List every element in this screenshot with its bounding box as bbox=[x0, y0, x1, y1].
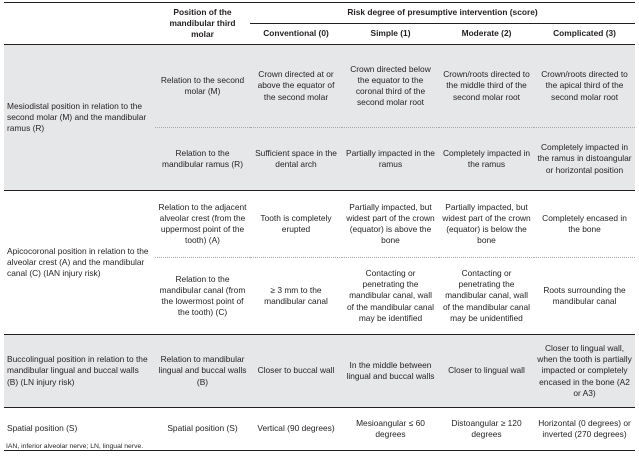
position-cell: Relation to the adjacent alveolar crest (from the uppermost point of the tooth) (A) bbox=[155, 191, 250, 258]
position-cell: Spatial position (S) bbox=[155, 408, 250, 451]
score-cell: Partially impacted, but widest part of the crown (equator) is above the bone bbox=[342, 191, 439, 258]
score-cell: Closer to lingual wall bbox=[439, 335, 534, 408]
score-cell: Sufficient space in the dental arch bbox=[250, 128, 342, 191]
category-buccolingual: Buccolingual position in relation to the mandibular lingual and buccal walls (B) (LN injury risk) bbox=[4, 335, 155, 408]
score-cell: Completely encased in the bone bbox=[534, 191, 635, 258]
score-cell: Completely impacted in the ramus bbox=[439, 128, 534, 191]
score-cell: Crown directed below the equator to the coronal third of the second molar root bbox=[342, 45, 439, 128]
score-cell: Horizontal (0 degrees) or inverted (270 degrees) bbox=[534, 408, 635, 451]
score-cell: Partially impacted, but widest part of the crown (equator) is below the bone bbox=[439, 191, 534, 258]
score-cell: Contacting or penetrating the mandibular canal, wall of the mandibular canal may be unidentified bbox=[439, 258, 534, 335]
header-level-2: Moderate (2) bbox=[461, 28, 512, 39]
category-spatial: Spatial position (S) bbox=[4, 408, 155, 451]
position-cell: Relation to mandibular lingual and buccal walls (B) bbox=[155, 335, 250, 408]
score-cell: Closer to buccal wall bbox=[250, 335, 342, 408]
table-row bbox=[4, 335, 635, 408]
score-cell: Distoangular ≥ 120 degrees bbox=[439, 408, 534, 451]
header-level-0: Conventional (0) bbox=[263, 28, 329, 39]
score-cell: Crown/roots directed to the middle third of the second molar root bbox=[439, 45, 534, 128]
score-cell: Contacting or penetrating the mandibular canal, wall of the mandibular canal may be identified bbox=[342, 258, 439, 335]
header-row-1 bbox=[4, 3, 635, 24]
category-mesiodistal: Mesiodistal position in relation to the second molar (M) and the mandibular ramus (R) bbox=[4, 45, 155, 191]
score-cell: Closer to lingual wall, when the tooth is partially impacted or completely encased in the bone (A2 or A3) bbox=[534, 335, 635, 408]
score-cell: Crown directed at or above the equator of the second molar bbox=[250, 45, 342, 128]
score-cell: Completely impacted in the ramus in distoangular or horizontal position bbox=[534, 128, 635, 191]
header-category bbox=[4, 3, 155, 45]
table-footnote: IAN, inferior alveolar nerve; LN, lingual nerve. bbox=[6, 443, 144, 450]
category-apicocoronal: Apicocoronal position in relation to the alveolar crest (A) and the mandibular canal (C) (IAN injury risk) bbox=[4, 191, 155, 335]
score-cell: Mesioangular ≤ 60 degrees bbox=[342, 408, 439, 451]
header-position: Position of the mandibular third molar bbox=[155, 3, 250, 45]
score-cell: Roots surrounding the mandibular canal bbox=[534, 258, 635, 335]
table-row bbox=[4, 45, 635, 128]
position-cell: Relation to the mandibular ramus (R) bbox=[155, 128, 250, 191]
header-risk-group: Risk degree of presumptive intervention (score) bbox=[250, 3, 635, 24]
score-cell: Vertical (90 degrees) bbox=[250, 408, 342, 451]
position-cell: Relation to the mandibular canal (from the lowermost point of the tooth) (C) bbox=[155, 258, 250, 335]
table-row bbox=[4, 191, 635, 258]
score-cell: Crown/roots directed to the apical third of the second molar root bbox=[534, 45, 635, 128]
position-cell: Relation to the second molar (M) bbox=[155, 45, 250, 128]
score-cell: ≥ 3 mm to the mandibular canal bbox=[250, 258, 342, 335]
risk-table bbox=[4, 2, 635, 451]
header-level-1: Simple (1) bbox=[370, 28, 411, 39]
score-cell: Partially impacted in the ramus bbox=[342, 128, 439, 191]
score-cell: In the middle between lingual and buccal walls bbox=[342, 335, 439, 408]
header-level-3: Complicated (3) bbox=[553, 28, 616, 39]
score-cell: Tooth is completely erupted bbox=[250, 191, 342, 258]
